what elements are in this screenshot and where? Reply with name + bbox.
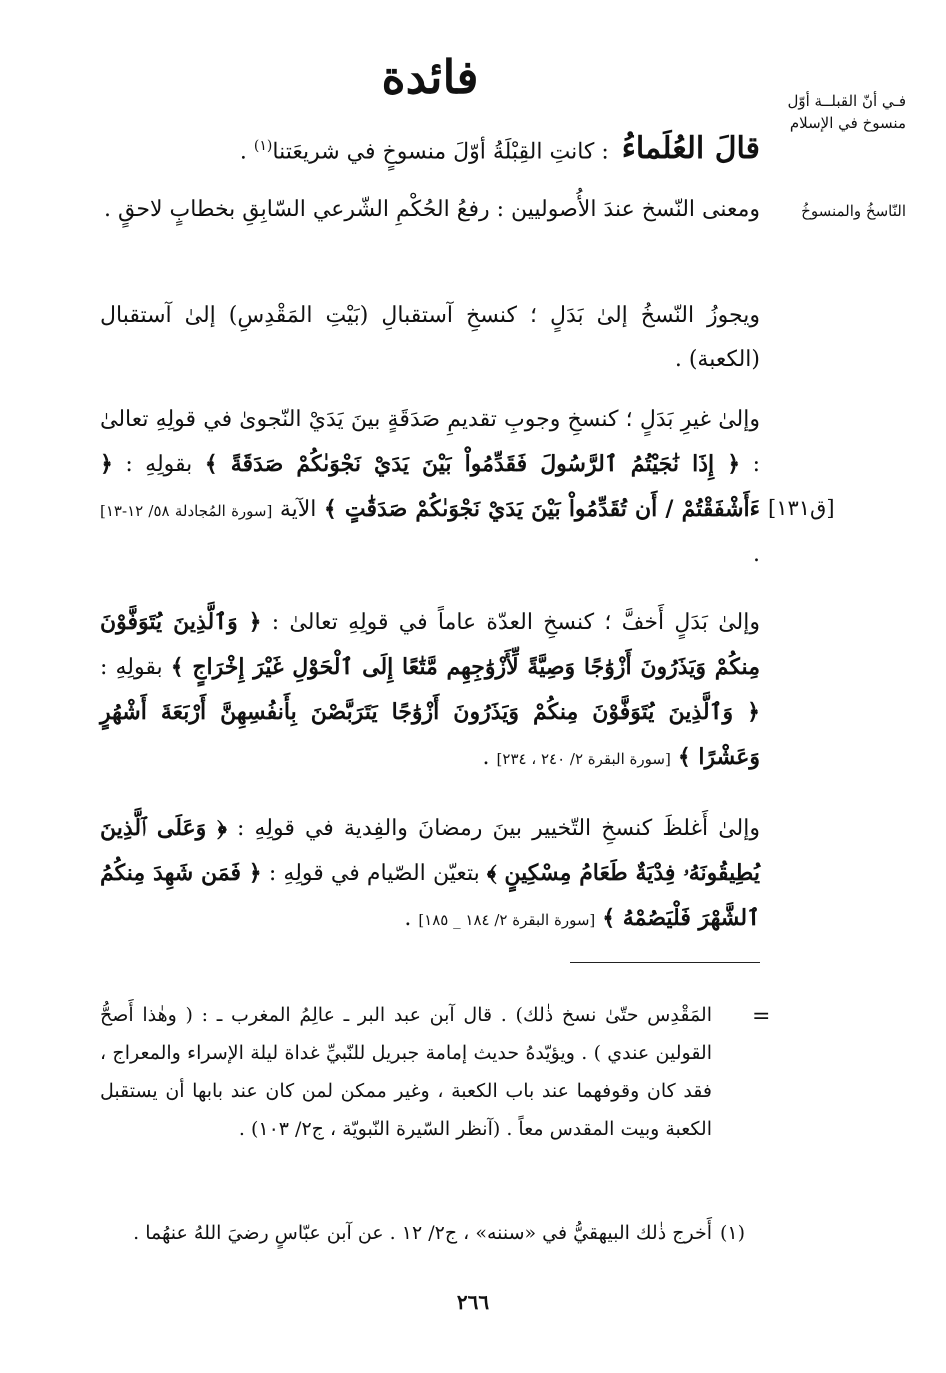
paragraph-text: بتعيّن الصّيام في قولِهِ : xyxy=(268,861,480,886)
paragraph-text: وإلىٰ غيرِ بَدَلٍ ؛ كنسخِ وجوبِ تقديمِ صَدَقَةٍ بينَ يَدَيْ النّجوىٰ في قولِهِ تعالىٰ : xyxy=(100,407,761,477)
manuscript-folio-marker: [ق١٣١] xyxy=(768,496,835,520)
quran-verse: ﴿ إِذَا نَٰجَيْتُمُ ٱلرَّسُولَ فَقَدِّمُواْ بَيْنَ يَدَيْ نَجْوَىٰكُمْ صَدَقَةً ﴾ xyxy=(204,451,741,477)
verse-reference: [سورة البقرة ٢/ ١٨٤ _ ١٨٥] xyxy=(418,911,596,929)
margin-note-abrogation: النّاسخُ والمنسوخُ xyxy=(801,202,906,220)
paragraph-lighter-substitute xyxy=(100,600,760,781)
paragraph-text: وإلىٰ أَغلظَ كنسخِ التّخيير بينَ رمضانَ والفِدية في قولِهِ : xyxy=(236,816,760,841)
quran-verse: ﴿ وَٱلَّذِينَ يُتَوَفَّوْنَ مِنكُمْ وَيَذَرُونَ أَزْوَٰجًا وَصِيَّةً لِّأَزْوَٰجِهِم مَّتَٰعًا إِلَى ٱلْحَوْلِ غَيْرَ إِخْرَاجٍ ﴾ xyxy=(100,609,760,680)
quran-verse: ﴿ فَمَن شَهِدَ مِنكُمُ ٱلشَّهْرَ فَلْيَصُمْهُ ﴾ xyxy=(100,860,760,931)
quran-verse: ﴿ وَٱلَّذِينَ يُتَوَفَّوْنَ مِنكُمْ وَيَذَرُونَ أَزْوَٰجًا يَتَرَبَّصْنَ بِأَنفُسِهِنَّ أَرْبَعَةَ أَشْهُرٍ وَعَشْرًا ﴾ xyxy=(100,699,760,770)
verse-reference: [سورة المُجادلة ٥٨/ ١٢-١٣] xyxy=(100,502,273,520)
footnote-number: (١) xyxy=(720,1222,746,1244)
paragraph-scholars-statement xyxy=(100,124,760,174)
quran-verse: ﴿ ءَأَشْفَقْتُمْ / أَن تُقَدِّمُواْ بَيْنَ يَدَيْ نَجْوَىٰكُمْ صَدَقَٰتٍ ﴾ xyxy=(100,451,761,522)
paragraph-heavier-substitute xyxy=(100,806,760,942)
footnote-1: أَخرج ذٰلك البيهقيُّ في «سننه» ، ج٢/ ١٢ . عن آبن عبّاسٍ رضيَ اللهُ عنهُما . xyxy=(133,1222,712,1244)
page-number: ٢٦٦ xyxy=(456,1290,490,1314)
paragraph-end: . xyxy=(482,745,490,770)
section-title: فائدة xyxy=(381,50,479,104)
paragraph-text: وإلىٰ بَدَلٍ أَخفَّ ؛ كنسخِ العدّة عاماً في قولِهِ تعالىٰ : xyxy=(271,610,760,635)
margin-note-first-abrogation: فـي أنّ القبلــة أوّل منسوخ في الإسلام xyxy=(787,92,906,132)
footnote-continuation-marker: = xyxy=(752,1004,771,1029)
footnote-continuation: المَقْدِس حتّىٰ نسخ ذٰلك) . قال آبن عبد البر ـ عالِمُ المغرب ـ : ( وهٰذا أَصحُّ القولين عندي ) . ويؤيّدهُ حديث إمامة جبريل للنّبيِّ غداة ليلة الإسراء والمعراج ، فقد كان وقوفهما عند باب الكعبة ، وغير ممكن لمن كان عند بابها أن يستقبل الكعبة وبيت المقدس معاً . (آنظر السّيرة النّبويّة ، ج٢/ ١٠٣) . xyxy=(100,1004,712,1140)
paragraph-lead: قالَ العُلَماءُ xyxy=(621,131,760,167)
paragraph-text: الآية xyxy=(279,497,317,522)
paragraph-end: . xyxy=(404,906,412,931)
footnote-reference[interactable]: (١) xyxy=(253,138,273,154)
paragraph-end: . xyxy=(239,139,247,165)
footnote-separator xyxy=(570,962,760,963)
paragraph-text: بقولِهِ : xyxy=(100,655,163,680)
paragraph-text: : كانتِ القِبْلَةُ أوّلَ منسوخٍ في شريعَتنا xyxy=(272,139,609,165)
verse-reference: [سورة البقرة ٢/ ٢٤٠ ، ٢٣٤] xyxy=(496,750,671,768)
paragraph-definition: ومعنى النّسخ عندَ الأُصوليين : رفعُ الحُكْمِ الشّرعي السّابِقِ بخطابٍ لاحقٍ . xyxy=(104,197,760,222)
paragraph-text: بقولِهِ : xyxy=(125,452,193,477)
paragraph-without-substitute xyxy=(100,398,760,577)
quran-verse: ﴿ وَعَلَى ٱلَّذِينَ يُطِيقُونَهُۥ فِدْيَةٌ طَعَامُ مِسْكِينٍ ﴾ xyxy=(100,815,760,886)
paragraph-end: . xyxy=(753,542,760,567)
paragraph-with-substitute: ويجوزُ النّسخُ إلىٰ بَدَلٍ ؛ كنسخِ آستقبالِ (بَيْتِ المَقْدِسِ) إلىٰ آستقبال (الكعبة) . xyxy=(100,303,760,372)
